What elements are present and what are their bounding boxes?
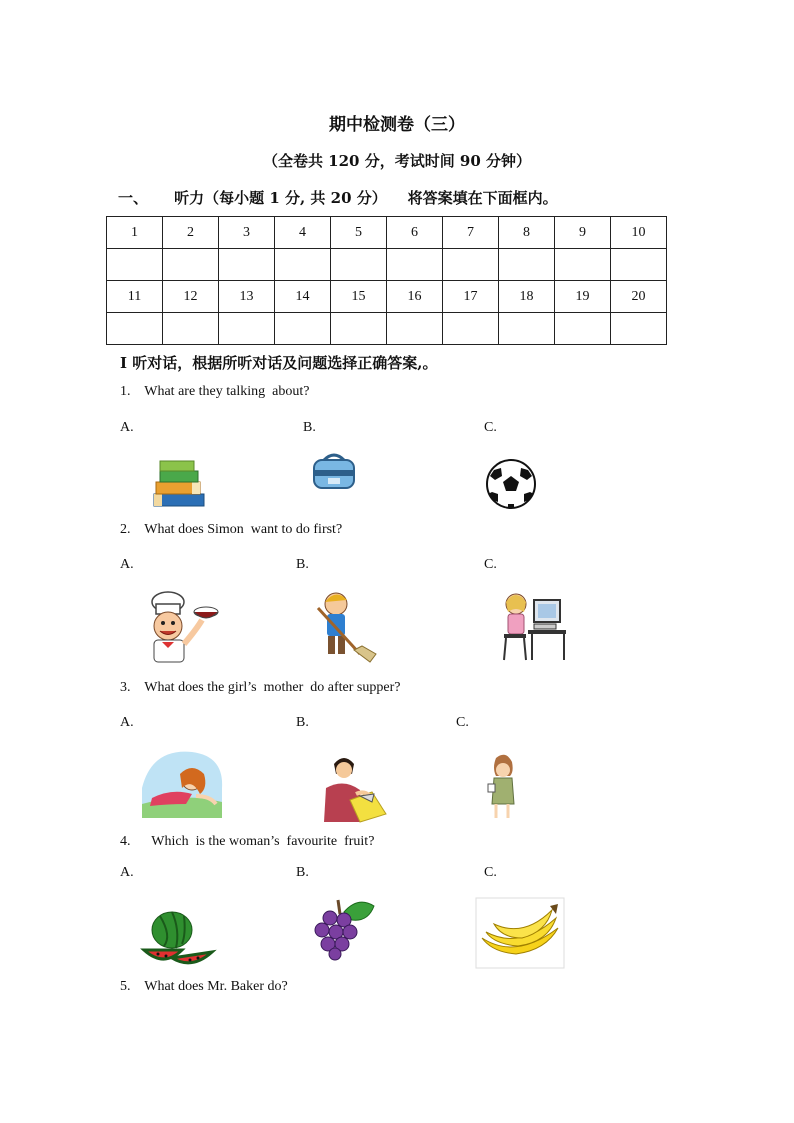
answer-cell[interactable] <box>107 249 163 281</box>
option-label: C. <box>484 557 497 572</box>
answer-cell[interactable] <box>443 313 499 345</box>
option-label: A. <box>120 557 134 572</box>
answer-cell[interactable] <box>275 249 331 281</box>
option-label: A. <box>120 865 134 880</box>
table-cell: 20 <box>611 281 667 313</box>
option-label: B. <box>296 865 309 880</box>
table-cell: 8 <box>499 217 555 249</box>
table-cell: 17 <box>443 281 499 313</box>
table-cell: 19 <box>555 281 611 313</box>
table-row <box>107 217 667 249</box>
table-cell: 1 <box>107 217 163 249</box>
table-cell: 9 <box>555 217 611 249</box>
question-text: 2. What does Simon want to do first? <box>120 522 343 537</box>
option-label: C. <box>484 865 497 880</box>
option-label: A. <box>120 715 134 730</box>
answer-table <box>106 216 667 345</box>
table-cell: 15 <box>331 281 387 313</box>
option-label: B. <box>296 557 309 572</box>
question-text: 5. What does Mr. Baker do? <box>120 979 288 994</box>
option-label: C. <box>456 715 469 730</box>
answer-cell[interactable] <box>331 249 387 281</box>
chef-picture <box>142 590 222 664</box>
answer-cell[interactable] <box>499 249 555 281</box>
answer-row <box>107 313 667 345</box>
table-cell: 12 <box>163 281 219 313</box>
answer-cell[interactable] <box>499 313 555 345</box>
girl-at-computer-picture <box>498 590 570 664</box>
option-label: B. <box>296 715 309 730</box>
table-cell: 11 <box>107 281 163 313</box>
watermelon-picture <box>142 906 214 968</box>
question-text: 1. What are they talking about? <box>120 384 310 399</box>
table-cell: 3 <box>219 217 275 249</box>
relaxing-woman-picture <box>142 748 224 818</box>
answer-cell[interactable] <box>331 313 387 345</box>
answer-cell[interactable] <box>611 249 667 281</box>
table-cell: 14 <box>275 281 331 313</box>
section-heading-listening: 一、 听力（每小题 1 分, 共 20 分） 将答案填在下面框内。 <box>118 189 558 207</box>
sweeping-boy-picture <box>310 590 380 664</box>
table-cell: 16 <box>387 281 443 313</box>
soccer-ball-picture <box>484 458 538 510</box>
answer-cell[interactable] <box>163 249 219 281</box>
exam-info: （全卷共 120 分，考试时间 90 分钟） <box>262 152 532 170</box>
answer-cell[interactable] <box>387 249 443 281</box>
table-cell: 13 <box>219 281 275 313</box>
answer-cell[interactable] <box>443 249 499 281</box>
table-cell: 5 <box>331 217 387 249</box>
answer-cell[interactable] <box>219 249 275 281</box>
table-cell: 18 <box>499 281 555 313</box>
question-text: 4. Which is the woman’s favourite fruit? <box>120 834 375 849</box>
option-label: A. <box>120 420 134 435</box>
table-cell: 4 <box>275 217 331 249</box>
bananas-picture <box>476 898 564 968</box>
answer-row <box>107 249 667 281</box>
question-text: 3. What does the girl’s mother do after supper? <box>120 680 401 695</box>
lunchbox-picture <box>310 452 358 492</box>
answer-cell[interactable] <box>275 313 331 345</box>
answer-cell[interactable] <box>555 249 611 281</box>
part-heading: I 听对话，根据所听对话及问题选择正确答案,。 <box>120 354 438 372</box>
page-title: 期中检测卷（三） <box>329 115 465 135</box>
answer-cell[interactable] <box>555 313 611 345</box>
table-cell: 7 <box>443 217 499 249</box>
answer-cell[interactable] <box>163 313 219 345</box>
woman-drinking-picture <box>484 754 520 820</box>
table-cell: 10 <box>611 217 667 249</box>
answer-cell[interactable] <box>107 313 163 345</box>
table-cell: 2 <box>163 217 219 249</box>
option-label: C. <box>484 420 497 435</box>
table-cell: 6 <box>387 217 443 249</box>
option-label: B. <box>303 420 316 435</box>
grapes-picture <box>308 896 378 960</box>
answer-cell[interactable] <box>387 313 443 345</box>
answer-cell[interactable] <box>219 313 275 345</box>
books-picture <box>150 458 208 510</box>
answer-cell[interactable] <box>611 313 667 345</box>
ironing-woman-picture <box>320 752 386 822</box>
table-row <box>107 281 667 313</box>
